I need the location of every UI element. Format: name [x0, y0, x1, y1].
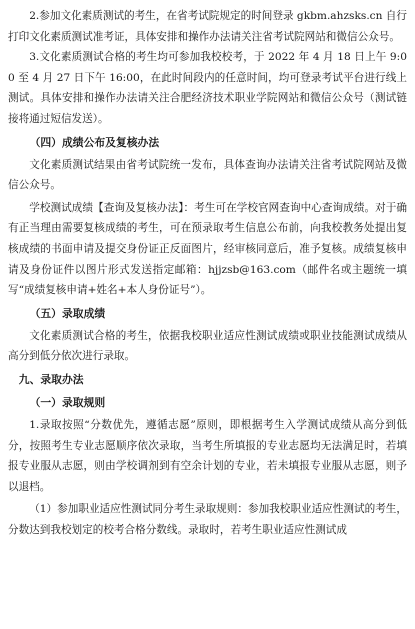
subheading-admission-score: （五）录取成绩	[29, 306, 106, 320]
paragraph-score-release: 文化素质测试结果由省考试院统一发布，具体查询办法请关注省考试院网站及微信公众号。	[8, 158, 407, 192]
paragraph-tie-rule: （1）参加职业适应性测试同分考生录取规则：参加我校职业适应性测试的考生，分数达到我校划定的校考合格分数线。录取时，若考生职业适应性测试成	[8, 503, 407, 536]
paragraph-admission-principle: 1.录取按照“分数优先，遵循志愿”原则，即根据考生入学测试成绩从高分到低分，按照考生专业志愿顺序依次录取，当考生所填报的专业志愿均无法满足时，若填报专业服从志愿，则由学校调剂到有空余计划的专业，若未填报专业服从志愿，则予以退档。	[8, 418, 407, 493]
paragraph-online-test: 3.文化素质测试合格的考生均可参加我校校考，于 2022 年 4 月 18 日上午 9:00 至 4 月 27 日下午 16:00，在此时间段内的任意时间，均可登录考试平台进行线上测试。具体安排和操作办法请关注合肥经济技术职业学院网站和微信公众号（测试链接将通过短信发送）。	[8, 51, 407, 125]
heading-admission-method: 九、录取办法	[18, 372, 84, 386]
paragraph-admission-order: 文化素质测试合格的考生，依据我校职业适应性测试成绩或职业技能测试成绩从高分到低分依次进行录取。	[8, 329, 407, 363]
subheading-admission-rules: （一）录取规则	[29, 395, 106, 409]
subheading-score-review: （四）成绩公布及复核办法	[29, 135, 160, 149]
paragraph-score-query: 学校测试成绩【查询及复核办法】：考生可在学校官网查询中心查询成绩。对于确有正当理由需要复核成绩的考生，可在预录取考生信息公布前，向我校教务处提出复核成绩的书面申请及提交身份证正反面图片，经审核同意后，准予复核。成绩复核申请及身份证件以图片形式发送指定邮箱：hjjzsb@163.com（邮件名或主题统一填写“成绩复核申请+姓名+本人身份证号”）。	[8, 201, 407, 297]
paragraph-admission-ticket: 2.参加文化素质测试的考生，在省考试院规定的时间登录 gkbm.ahzsks.cn 自行打印文化素质测试准考证，具体安排和操作办法请关注省考试院网站和微信公众号。	[8, 10, 407, 43]
